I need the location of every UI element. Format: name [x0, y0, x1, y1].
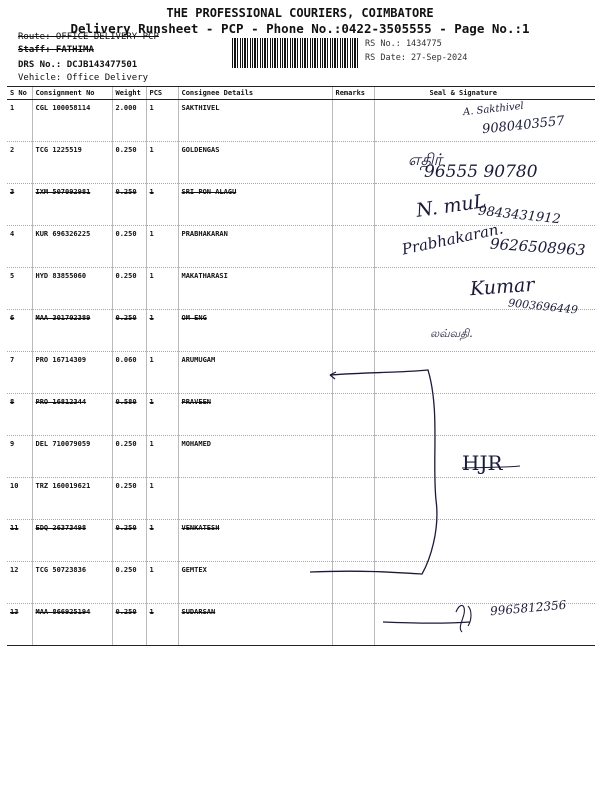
- cell-sno: 12: [7, 562, 32, 604]
- col-header-sno: S No: [7, 87, 32, 100]
- cell-sno: 4: [7, 226, 32, 268]
- cell-consignment: DEL 710079059: [32, 436, 112, 478]
- col-header-consignment: Consignment No: [32, 87, 112, 100]
- rs-number: RS No.: 1434775: [365, 39, 442, 49]
- col-header-consignee: Consignee Details: [178, 87, 332, 100]
- cell-consignee: MOHAMED: [178, 436, 332, 478]
- cell-sno: 8: [7, 394, 32, 436]
- staff-label: Staff: FATHIMA: [18, 45, 94, 55]
- cell-pcs: 1: [146, 226, 178, 268]
- signature-om-eng: லவ்வதி.: [430, 327, 473, 340]
- cell-consignee: OM ENG: [178, 310, 332, 352]
- col-header-remarks: Remarks: [332, 87, 374, 100]
- cell-pcs: 1: [146, 436, 178, 478]
- cell-consignment: HYD 83855060: [32, 268, 112, 310]
- cell-pcs: 1: [146, 100, 178, 142]
- cell-sno: 13: [7, 604, 32, 646]
- col-header-weight: Weight: [112, 87, 146, 100]
- signature-goldengas-name: எதிர்: [408, 150, 442, 169]
- vehicle-label: Vehicle: Office Delivery: [18, 73, 149, 83]
- cell-consignee: VENKATESH: [178, 520, 332, 562]
- cell-consignee: ARUMUGAM: [178, 352, 332, 394]
- signature-prabhakaran-phone: 9626508963: [489, 234, 586, 260]
- cell-weight: 0.250: [112, 226, 146, 268]
- cell-pcs: 1: [146, 562, 178, 604]
- cell-sno: 10: [7, 478, 32, 520]
- rs-date: RS Date: 27-Sep-2024: [365, 53, 468, 63]
- cell-consignment: PRO 16714309: [32, 352, 112, 394]
- cell-sno: 7: [7, 352, 32, 394]
- cell-consignee: SUDARSAN: [178, 604, 332, 646]
- cell-pcs: 1: [146, 184, 178, 226]
- col-header-pcs: PCS: [146, 87, 178, 100]
- cell-consignment: PRO 16812344: [32, 394, 112, 436]
- cell-pcs: 1: [146, 478, 178, 520]
- cell-consignee: GEMTEX: [178, 562, 332, 604]
- signature-goldengas-phone: 96555 90780: [424, 162, 538, 182]
- drs-number: DRS No.: DCJB143477501: [18, 60, 138, 70]
- col-header-signature: Seal & Signature: [374, 87, 595, 100]
- cell-weight: 0.250: [112, 268, 146, 310]
- signature-sudarsan-phone: 9965812356: [489, 597, 567, 619]
- cell-weight: 2.000: [112, 100, 146, 142]
- cell-sno: 1: [7, 100, 32, 142]
- cell-consignment: TCG 50723836: [32, 562, 112, 604]
- cell-sno: 6: [7, 310, 32, 352]
- signature-sakthivel-phone: 9080403557: [481, 113, 566, 138]
- cell-consignment: TRZ 160019621: [32, 478, 112, 520]
- cell-pcs: 1: [146, 352, 178, 394]
- cell-weight: 0.580: [112, 394, 146, 436]
- cell-consignee: PRAVEEN: [178, 394, 332, 436]
- cell-weight: 0.060: [112, 352, 146, 394]
- cell-sno: 5: [7, 268, 32, 310]
- cell-consignee: SAKTHIVEL: [178, 100, 332, 142]
- cell-consignment: MAA 866925194: [32, 604, 112, 646]
- cell-pcs: 1: [146, 268, 178, 310]
- signature-kumar-phone: 9003696449: [507, 296, 579, 317]
- cell-pcs: 1: [146, 394, 178, 436]
- cell-weight: 0.250: [112, 142, 146, 184]
- cell-pcs: 1: [146, 520, 178, 562]
- cell-sno: 2: [7, 142, 32, 184]
- cell-consignee: GOLDENGAS: [178, 142, 332, 184]
- cell-weight: 0.250: [112, 520, 146, 562]
- cell-weight: 0.250: [112, 478, 146, 520]
- signature-hjr: HJR: [462, 451, 503, 475]
- cell-consignment: IXM 507092981: [32, 184, 112, 226]
- cell-consignee: SRI PON ALAGU: [178, 184, 332, 226]
- cell-consignee: MAKATHARASI: [178, 268, 332, 310]
- cell-consignment: EDQ 26373498: [32, 520, 112, 562]
- route-label: Route: OFFICE DELIVERY PCP: [18, 32, 159, 42]
- cell-weight: 0.250: [112, 436, 146, 478]
- cell-pcs: 1: [146, 604, 178, 646]
- signature-row3-phone: 9843431912: [477, 203, 562, 228]
- signature-row3-name: N. muL: [414, 190, 488, 222]
- cell-consignment: MAA 301702389: [32, 310, 112, 352]
- cell-sno: 3: [7, 184, 32, 226]
- signature-prabhakaran-name: Prabhakaran.: [400, 219, 505, 259]
- company-title: THE PROFESSIONAL COURIERS, COIMBATORE: [166, 6, 434, 20]
- cell-weight: 0.250: [112, 562, 146, 604]
- cell-sno: 9: [7, 436, 32, 478]
- cell-weight: 0.250: [112, 604, 146, 646]
- cell-weight: 0.250: [112, 310, 146, 352]
- cell-weight: 0.250: [112, 184, 146, 226]
- cell-pcs: 1: [146, 142, 178, 184]
- cell-consignment: KUR 696326225: [32, 226, 112, 268]
- cell-pcs: 1: [146, 310, 178, 352]
- cell-sno: 11: [7, 520, 32, 562]
- runsheet-subtitle: Delivery Runsheet - PCP - Phone No.:0422-3505555 - Page No.:1: [70, 21, 530, 36]
- cell-consignment: TCG 1225519: [32, 142, 112, 184]
- cell-consignee: PRABHAKARAN: [178, 226, 332, 268]
- signature-kumar-name: Kumar: [469, 273, 536, 301]
- cell-consignment: CGL 100058114: [32, 100, 112, 142]
- signature-sakthivel-name: A. Sakthivel: [462, 100, 525, 119]
